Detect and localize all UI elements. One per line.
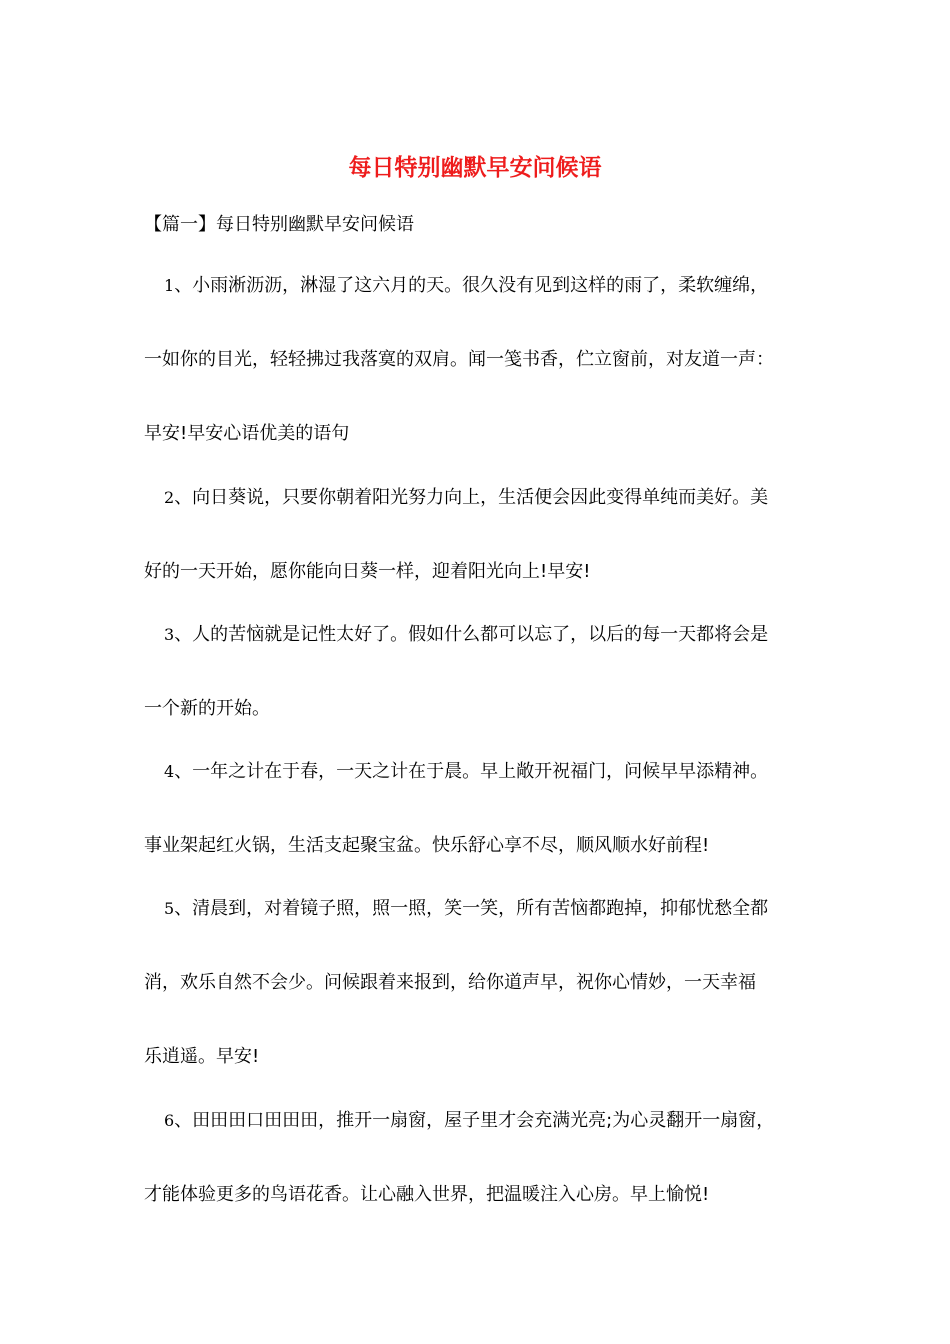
- item-number: 4: [164, 762, 175, 781]
- item-number: 2: [164, 488, 175, 507]
- paragraph-line: 早安!早安心语优美的语句: [144, 423, 350, 444]
- item-text: 、小雨淅沥沥，淋湿了这六月的天。很久没有见到这样的雨了，柔软缠绵，: [174, 275, 769, 296]
- item-text: 、一年之计在于春，一天之计在于晨。早上敞开祝福门，问候早早添精神。: [174, 761, 769, 782]
- item-text: 、田田田口田田田，推开一扇窗，屋子里才会充满光亮;为心灵翻开一扇窗，: [174, 1110, 775, 1131]
- paragraph-line: [144, 895, 768, 923]
- paragraph-line: [144, 621, 768, 649]
- paragraph-line: 一个新的开始。: [144, 698, 270, 719]
- paragraph-line: [144, 758, 768, 786]
- item-number: 5: [164, 899, 175, 918]
- paragraph-line: 好的一天开始，愿你能向日葵一样，迎着阳光向上!早安!: [144, 561, 591, 582]
- paragraph-line: 事业架起红火锅，生活支起聚宝盆。快乐舒心享不尽，顺风顺水好前程!: [144, 835, 710, 856]
- item-text: 、人的苦恼就是记性太好了。假如什么都可以忘了，以后的每一天都将会是: [174, 624, 769, 645]
- paragraph-line: 消，欢乐自然不会少。问候跟着来报到，给你道声早，祝你心情妙，一天幸福: [144, 972, 756, 993]
- paragraph-line: 才能体验更多的鸟语花香。让心融入世界，把温暖注入心房。早上愉悦!: [144, 1184, 710, 1205]
- item-text: 、向日葵说，只要你朝着阳光努力向上，生活便会因此变得单纯而美好。美: [174, 487, 769, 508]
- paragraph-line: [144, 272, 768, 300]
- item-text: 、清晨到，对着镜子照，照一照，笑一笑，所有苦恼都跑掉，抑郁忧愁全都: [174, 898, 769, 919]
- paragraph-line: [144, 1107, 774, 1135]
- paragraph-line: [144, 484, 768, 512]
- item-number: 3: [164, 625, 175, 644]
- section-heading: 【篇一】每日特别幽默早安问候语: [144, 214, 414, 235]
- document-title: 每日特别幽默早安问候语: [348, 154, 602, 181]
- item-number: 6: [164, 1111, 175, 1130]
- item-number: 1: [164, 276, 175, 295]
- paragraph-line: 乐逍遥。早安!: [144, 1046, 260, 1067]
- paragraph-line: 一如你的目光，轻轻拂过我落寞的双肩。闻一笺书香，伫立窗前，对友道一声：: [144, 349, 774, 370]
